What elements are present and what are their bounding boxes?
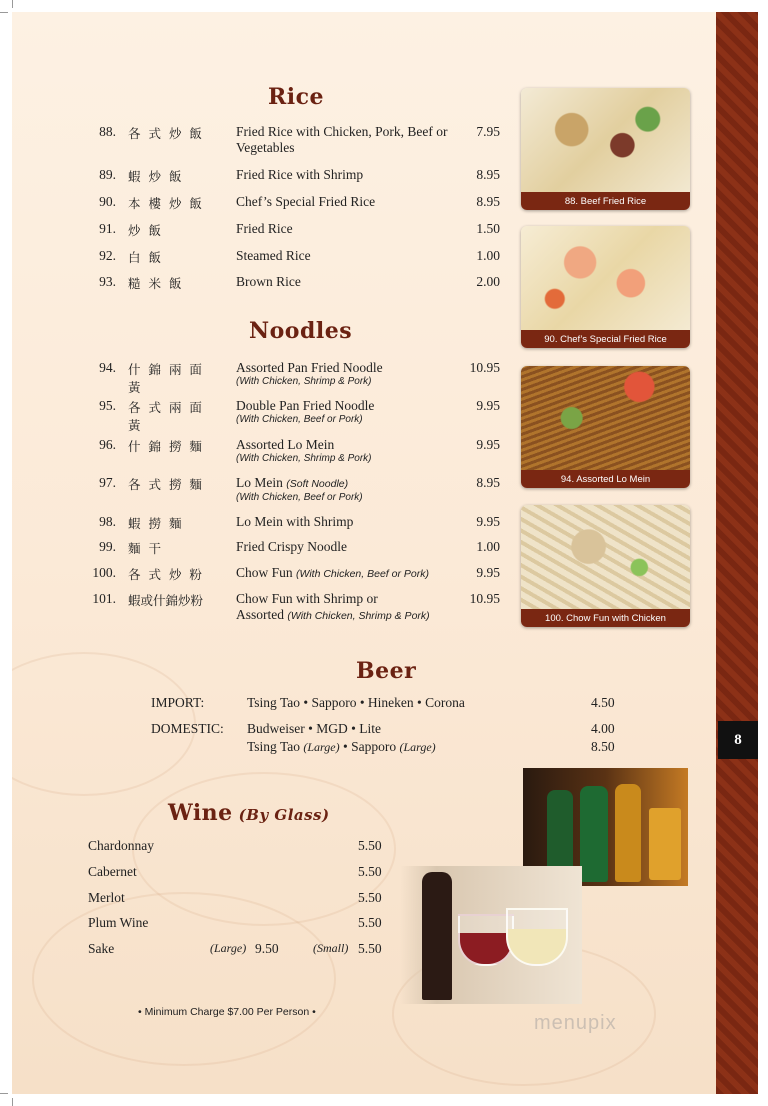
item-price: 7.95: [476, 124, 500, 139]
beer-domestic-price: 4.00: [591, 721, 615, 736]
item-inline-note: (With Chicken, Shrimp & Pork): [287, 610, 430, 622]
item-note: (With Chicken, Shrimp & Pork): [236, 376, 372, 387]
beer-import-items: Tsing Tao • Sapporo • Hineken • Corona: [247, 695, 465, 710]
beer-large-sep: •: [342, 739, 348, 754]
item-chinese-name: 本 樓 炒 飯: [128, 196, 204, 211]
beer-section-title: Beer: [356, 658, 417, 684]
beer-large-line: [247, 739, 436, 755]
item-name-block: [236, 437, 456, 465]
item-price: 8.95: [476, 194, 500, 209]
wine-item: [88, 838, 388, 854]
item-name-line2: Assorted: [236, 607, 284, 622]
wine-subtitle: (By Glass): [238, 806, 330, 824]
photo-caption: 100. Chow Fun with Chicken: [521, 609, 690, 627]
beer-large-tag: (Large): [303, 740, 340, 754]
item-chinese-name: 蝦或什錦炒粉: [128, 593, 204, 608]
item-number: 92.: [99, 248, 116, 263]
item-inline-note: (With Chicken, Beef or Pork): [296, 568, 429, 580]
item-chinese-name: 各 式 兩 面 黃: [128, 400, 204, 433]
item-chinese-name: 白 飯: [128, 250, 163, 265]
wine-bottle: [422, 872, 452, 1000]
item-name-block: [236, 591, 456, 624]
wine-item: [88, 864, 388, 880]
item-name-block: [236, 398, 456, 426]
page-number: 8: [718, 721, 758, 759]
green-bottle: [580, 786, 608, 882]
beer-import-price: 4.50: [591, 695, 615, 710]
wine-item: [88, 890, 388, 906]
item-chinese-name: 各 式 撈 麵: [128, 477, 204, 492]
beer-large-a: Tsing Tao: [247, 739, 300, 754]
watermark: menupix: [534, 1012, 617, 1034]
item-price: 8.95: [476, 167, 500, 182]
item-number: 89.: [99, 167, 116, 182]
food-image: [521, 505, 690, 609]
photo-chefs-special-fried-rice: [521, 226, 690, 348]
wine-name: Plum Wine: [88, 915, 149, 930]
item-price: 9.95: [476, 565, 500, 580]
crop-mark: [12, 0, 13, 8]
item-note: (With Chicken, Beef or Pork): [236, 492, 363, 503]
item-price: 10.95: [469, 591, 500, 606]
noodles-section-title: Noodles: [249, 318, 353, 344]
item-number: 88.: [99, 124, 116, 139]
wine-name: Cabernet: [88, 864, 137, 879]
item-name: Double Pan Fried Noodle: [236, 398, 375, 413]
item-note: (With Chicken, Beef or Pork): [236, 414, 363, 425]
sake-large-price: 9.50: [255, 941, 279, 956]
item-name: Lo Mein: [236, 475, 283, 490]
item-chinese-name: 麵 干: [128, 541, 163, 556]
item-number: 94.: [99, 360, 116, 375]
item-number: 95.: [99, 398, 116, 413]
item-price: 9.95: [476, 398, 500, 413]
beer-large-b: Sapporo: [351, 739, 397, 754]
item-name: Fried Rice: [236, 221, 293, 236]
crop-mark: [0, 12, 8, 13]
wine-price: 5.50: [358, 864, 382, 879]
sake-large-label: (Large): [210, 941, 247, 955]
wine-price: 5.50: [358, 915, 382, 930]
beer-domestic-items: Budweiser • MGD • Lite: [247, 721, 381, 736]
item-chinese-name: 蝦 撈 麵: [128, 516, 184, 531]
item-name: Brown Rice: [236, 274, 301, 289]
wine-name: Sake: [88, 941, 115, 956]
minimum-charge-note: • Minimum Charge $7.00 Per Person •: [138, 1006, 316, 1018]
photo-caption: 94. Assorted Lo Mein: [521, 470, 690, 488]
food-image: [521, 88, 690, 192]
item-inline-note: (Soft Noodle): [286, 478, 349, 490]
wine-item: [88, 915, 388, 931]
item-chinese-name: 炒 飯: [128, 223, 163, 238]
item-name-block: [236, 360, 456, 388]
decorative-side-band: [716, 12, 758, 1094]
crop-mark: [12, 1098, 13, 1106]
item-number: 93.: [99, 274, 116, 289]
photo-assorted-lo-mein: [521, 366, 690, 488]
food-image: [521, 366, 690, 470]
beer-import-label: IMPORT:: [151, 695, 205, 710]
crop-mark: [0, 1093, 8, 1094]
item-number: 99.: [99, 539, 116, 554]
item-chinese-name: 糙 米 飯: [128, 276, 184, 291]
item-chinese-name: 各 式 炒 飯: [128, 126, 204, 141]
item-number: 90.: [99, 194, 116, 209]
item-price: 8.95: [476, 475, 500, 490]
item-name-block: [236, 565, 456, 582]
rice-section-title: Rice: [268, 84, 325, 110]
item-number: 91.: [99, 221, 116, 236]
sake-small-label: (Small): [313, 941, 349, 955]
item-chinese-name: 什 錦 撈 麵: [128, 439, 204, 454]
item-name: Assorted Lo Mein: [236, 437, 335, 452]
item-price: 9.95: [476, 514, 500, 529]
item-chinese-name: 蝦 炒 飯: [128, 169, 184, 184]
food-image: [521, 226, 690, 330]
wine-title: Wine: [168, 800, 233, 826]
photo-beef-fried-rice: [521, 88, 690, 210]
wine-name: Merlot: [88, 890, 125, 905]
wine-section-title: [168, 800, 330, 826]
item-price: 10.95: [469, 360, 500, 375]
item-name: Fried Rice with Shrimp: [236, 167, 364, 182]
item-price: 1.50: [476, 221, 500, 236]
item-name: Chow Fun with Shrimp or: [236, 591, 378, 606]
item-name-block: [236, 475, 456, 504]
item-name: Steamed Rice: [236, 248, 311, 263]
beer-glass: [649, 808, 681, 880]
sake-small-price: 5.50: [358, 941, 382, 956]
item-number: 100.: [92, 565, 116, 580]
item-chinese-name: 各 式 炒 粉: [128, 567, 204, 582]
item-price: 1.00: [476, 248, 500, 263]
item-note: (With Chicken, Shrimp & Pork): [236, 453, 372, 464]
item-chinese-name: 什 錦 兩 面 黃: [128, 362, 204, 395]
wine-glasses-image: [400, 866, 582, 1004]
item-name: Chow Fun: [236, 565, 293, 580]
wine-price: 5.50: [358, 890, 382, 905]
beer-large-price: 8.50: [591, 739, 615, 754]
photo-chow-fun-with-chicken: [521, 505, 690, 627]
item-price: 9.95: [476, 437, 500, 452]
item-name: Fried Crispy Noodle: [236, 539, 347, 554]
item-name: Chef’s Special Fried Rice: [236, 194, 376, 209]
beer-large-tag: (Large): [399, 740, 436, 754]
item-number: 96.: [99, 437, 116, 452]
item-number: 98.: [99, 514, 116, 529]
item-number: 101.: [92, 591, 116, 606]
photo-caption: 88. Beef Fried Rice: [521, 192, 690, 210]
beer-domestic-label: DOMESTIC:: [151, 721, 224, 736]
wine-price: 5.50: [358, 838, 382, 853]
photo-caption: 90. Chef’s Special Fried Rice: [521, 330, 690, 348]
item-number: 97.: [99, 475, 116, 490]
item-name: Assorted Pan Fried Noodle: [236, 360, 383, 375]
item-name: Fried Rice with Chicken, Pork, Beef or Vegetables: [236, 124, 448, 155]
amber-bottle: [615, 784, 641, 882]
wine-name: Chardonnay: [88, 838, 154, 853]
item-price: 1.00: [476, 539, 500, 554]
item-price: 2.00: [476, 274, 500, 289]
item-name: Lo Mein with Shrimp: [236, 514, 354, 529]
white-wine-glass: [506, 908, 568, 966]
wine-item-sake: [88, 941, 388, 957]
